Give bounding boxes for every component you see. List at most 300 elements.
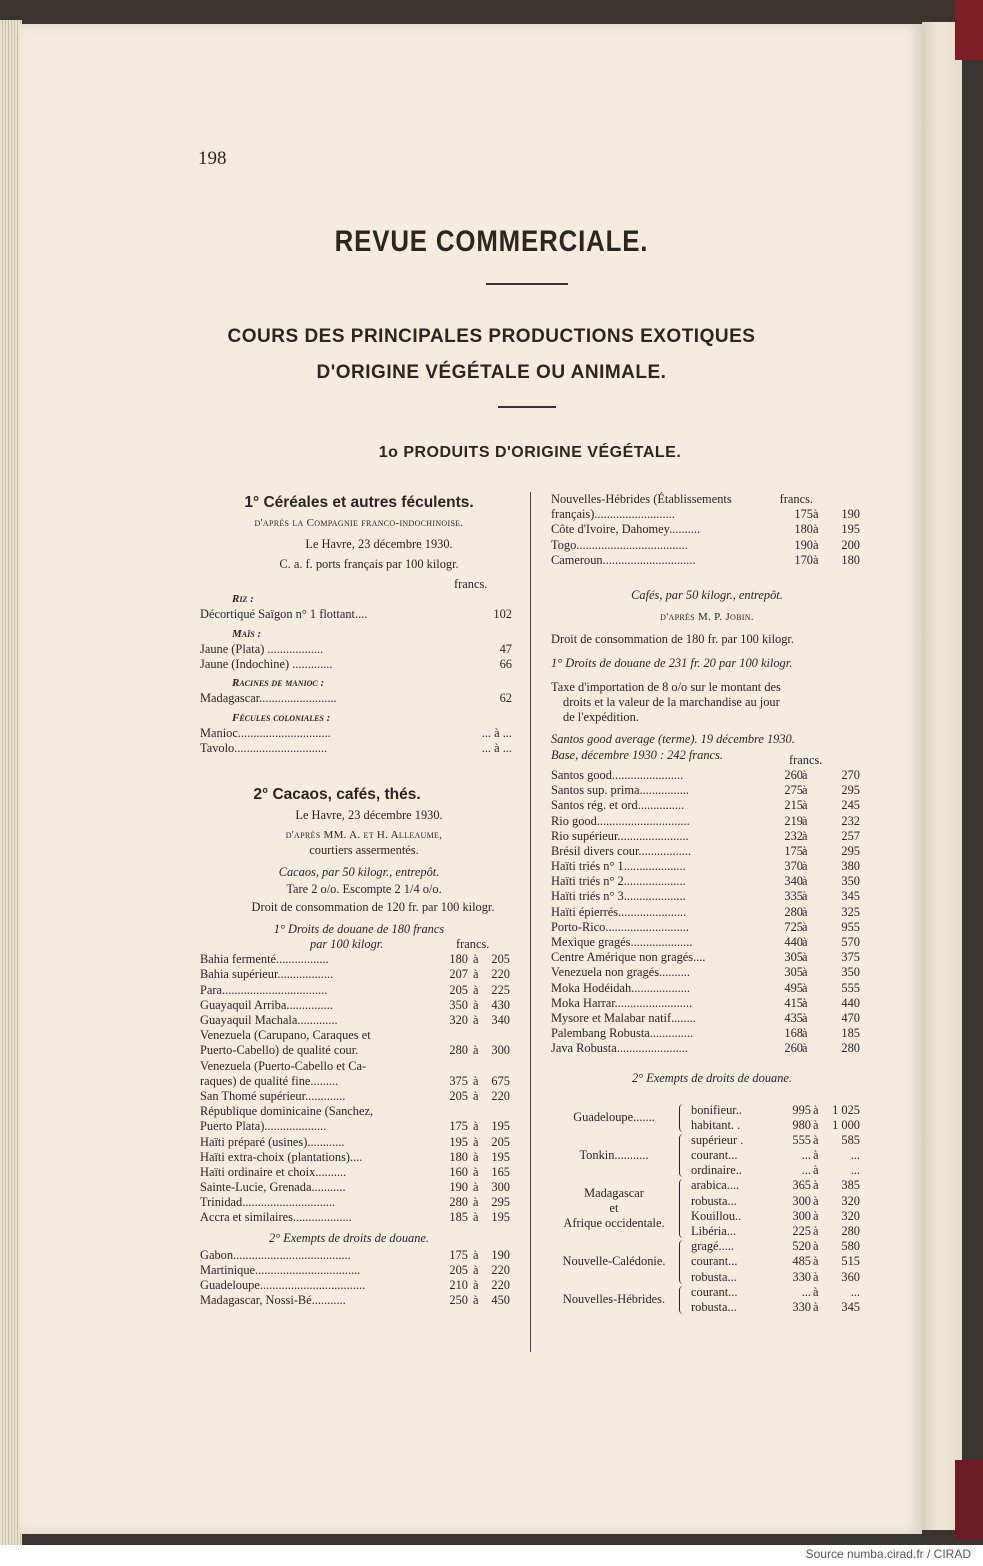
exempt-quality: bonifieur.. [691,1102,742,1117]
cafes-exempt-table [551,1103,863,1316]
exempt-quality: supérieur . [691,1132,744,1147]
cafes-row-max: 470 [841,1010,860,1025]
cafes-unit: francs. [789,752,823,767]
exempt-separator: à [813,1102,819,1117]
cafes-row-min: 219 [784,813,803,828]
cafes-row-name: Haïti triés n° 3.................... [551,889,686,904]
cafes-row-max: 555 [841,980,860,995]
exempt-quality: Kouillou.. [691,1208,742,1223]
cafes-row-separator: à [802,904,808,919]
right-top-row-name: Nouvelles-Hébrides (Établissements [551,492,732,506]
exempt-max: 360 [841,1269,860,1284]
cafes-sub2: 2° Exempts de droits de douane. [631,1070,793,1085]
exempt-max: 1 025 [832,1102,860,1117]
binding-corner-bottom [955,1460,983,1540]
cereales-unit: francs. [454,577,488,591]
cacaos-row [200,1135,518,1150]
cacaos-row-min: 205 [449,1088,468,1103]
cacaos-exempt-row [200,1263,518,1278]
cafes-row [551,814,863,829]
cafes-row [551,996,863,1011]
cereales-row [200,642,518,657]
cafes-row-name: Java Robusta....................... [551,1041,688,1056]
exempt-row [551,1178,863,1193]
cacaos-row-name: République dominicaine (Sanchez, [200,1104,374,1119]
exempt-max: ... [850,1163,860,1178]
cacaos-exempt-row-max: 220 [491,1278,510,1292]
cafes-row [551,829,863,844]
cafes-row-min: 275 [784,783,803,798]
cafes-row-separator: à [802,950,808,965]
exempt-group [551,1239,863,1285]
exempt-max: 580 [841,1239,860,1254]
cafes-row-max: 280 [841,1041,860,1056]
cafes-row-separator: à [802,767,808,782]
source-credit: Source numba.cirad.fr / CIRAD [805,1547,971,1561]
cafes-row-name: Haïti triés n° 1.................... [551,859,686,874]
cacaos-exempt-row-max: 220 [491,1262,510,1277]
exempt-origin-line: Tonkin........... [579,1148,649,1163]
cacaos-exempt-row-max: 450 [491,1293,510,1308]
cafes-row-min: 725 [784,919,803,934]
cacaos-row [200,1089,518,1104]
cafes-row-name: Brésil divers cour................. [551,843,692,858]
cacaos-row-name: Haïti ordinaire et choix.......... [200,1164,347,1179]
cacaos-row-separator: à [473,1164,479,1179]
cacaos-row [200,1013,518,1028]
exempt-group [551,1103,863,1133]
cafes-row [551,965,863,980]
cafes-row-min: 232 [784,828,803,843]
cafes-row-min: 280 [784,904,803,919]
cacaos-row-separator: à [473,1013,479,1027]
right-top-row-max: 190 [841,507,860,522]
cacaos-exempt-row-separator: à [473,1262,479,1277]
title-rule [486,283,568,285]
exempt-origin-line: et [609,1201,619,1216]
right-top-row-name: français).......................... [551,507,675,522]
exempt-row [551,1239,863,1254]
cafes-row [551,889,863,904]
cacaos-continued-table [551,492,863,568]
cacaos-row-separator: à [473,1149,479,1164]
facing-page-edge [922,22,962,1530]
cafes-row [551,935,863,950]
cacaos-row-separator: à [473,952,479,967]
right-top-row-separator: à [813,537,819,552]
cafes-taxe-2: droits et la valeur de la marchandise au jour [563,694,780,709]
santos-line-1: Santos good average (terme). 19 décembre 1930. [551,731,795,746]
cacaos-row-min: 180 [449,1149,468,1164]
cafes-row-name: Santos rég. et ord............... [551,798,685,813]
cafes-row-separator: à [802,1010,808,1025]
exempt-row [551,1194,863,1209]
cacaos-label [200,865,518,882]
exempt-max: 515 [841,1254,860,1269]
cacaos-source-1: d'après MM. A. et H. Alleaume, [285,829,443,842]
exempt-separator: à [813,1148,819,1163]
right-top-row-min: 190 [794,537,813,552]
page-number: 198 [198,148,227,169]
exempt-min: 330 [792,1300,811,1315]
cacaos-row-name: Para.................................. [200,982,328,997]
cacaos-row-separator: à [473,1088,479,1103]
exempt-row [551,1285,863,1300]
exempt-min: 300 [792,1208,811,1223]
cacaos-exempt-row-name: Guadeloupe.................................. [200,1278,366,1292]
cereales-group-label: Maïs : [232,627,262,640]
subtitle-line-2: D'ORIGINE VÉGÉTALE OU ANIMALE. [316,362,667,383]
right-top-row-name: Cameroun.............................. [551,552,696,567]
exempt-separator: à [813,1224,819,1239]
subtitle-rule [498,406,556,408]
cafes-douane: 1° Droits de douane de 231 fr. 20 par 100 kilogr. [551,655,793,670]
cafes-row [551,844,863,859]
cereales-row-value: ... à ... [481,740,512,755]
cacaos-row-separator: à [473,1134,479,1149]
cafes-row-max: 350 [841,874,860,889]
cacaos-row [200,983,518,998]
cacaos-row-name: Puerto Plata).................... [200,1119,327,1134]
exempt-separator: à [813,1208,819,1223]
exempt-max: 345 [841,1300,860,1315]
exempt-max: ... [850,1284,860,1299]
cacaos-row [200,1043,518,1058]
exempt-min: 980 [792,1117,811,1132]
cafes-row-separator: à [802,889,808,904]
right-top-row-name: Côte d'Ivoire, Dahomey.......... [551,522,701,537]
exempt-quality: arabica.... [691,1178,740,1193]
cafes-row-separator: à [802,813,808,828]
exempt-row [551,1209,863,1224]
cacaos-row [200,1028,518,1043]
cafes-row-min: 215 [784,798,803,813]
cacaos-row-min: 160 [449,1164,468,1179]
cafes-source: d'après M. P. Jobin. [660,610,754,623]
cacaos-exempt-row [200,1278,518,1293]
exempt-origin-line: Madagascar [584,1186,644,1201]
cacaos-exempt-row-name: Gabon...................................... [200,1247,351,1262]
cafes-label-text: Cafés, par 50 kilogr., entrepôt. [631,587,783,602]
cacaos-source-2: courtiers assermentés. [309,843,419,858]
cafes-row-separator: à [802,980,808,995]
cacaos-exempt-row [200,1248,518,1263]
cacaos-row-separator: à [473,982,479,997]
cafes-row-max: 570 [841,935,860,949]
cacaos-row [200,1059,518,1074]
cafes-row [551,768,863,783]
cacaos-row [200,1195,518,1210]
cafes-row [551,783,863,798]
cacaos-sub1-line2-row [200,937,518,952]
cafes-row-separator: à [802,995,808,1010]
cacaos-exempt-row [200,1293,518,1308]
cereales-heading: 1° Céréales et autres féculents. [244,494,474,511]
cereales-group-label: Riz : [232,593,254,606]
cereales-row [200,726,518,741]
exempt-separator: à [813,1239,819,1254]
exempt-quality: ordinaire.. [691,1163,742,1178]
cacaos-droit: Droit de consommation de 120 fr. par 100 kilogr. [251,900,495,915]
cacaos-sub1-line1: 1° Droits de douane de 180 francs [273,922,445,937]
cacaos-exempt-row-min: 175 [449,1247,468,1262]
cafes-row [551,798,863,813]
cacaos-sub1-line2: par 100 kilogr. [310,937,384,952]
cacaos-row-max: 220 [491,967,510,982]
exempt-quality: gragé..... [691,1239,735,1254]
exempt-quality: habitant. . [691,1117,741,1132]
cafes-row-separator: à [802,828,808,843]
cafes-row-min: 415 [784,995,803,1010]
cacaos-row-separator: à [473,1210,479,1225]
exempt-separator: à [813,1269,819,1284]
exempt-separator: à [813,1300,819,1315]
cacaos-row [200,998,518,1013]
cafes-row-separator: à [802,1041,808,1056]
right-column [551,492,863,1315]
exempt-quality: robusta... [691,1300,737,1315]
cacaos-row-min: 205 [449,982,468,997]
cacaos-label-text: Cacaos, par 50 kilogr., entrepôt. [278,865,440,880]
cacaos-row-separator: à [473,967,479,982]
cacaos-table [200,952,518,1225]
cafes-row-max: 232 [841,813,860,828]
right-top-row-max: 200 [841,537,860,552]
cafes-row-max: 380 [841,859,860,874]
cafes-row-min: 440 [784,935,803,949]
cafes-row-name: Centre Amérique non gragés.... [551,950,706,965]
exempt-separator: à [813,1284,819,1299]
cafes-row-min: 370 [784,859,803,874]
exempt-min: 520 [792,1239,811,1254]
exempt-separator: à [813,1254,819,1269]
cacaos-row-name: Haïti extra-choix (plantations).... [200,1149,363,1164]
cereales-group-label: Racines de manioc : [232,677,325,690]
right-top-row-separator: à [813,552,819,567]
exempt-min: 995 [792,1102,811,1117]
cacaos-row-name: San Thomé supérieur............. [200,1088,346,1103]
cafes-row-min: 335 [784,889,803,904]
exempt-min: ... [801,1163,811,1178]
exempt-min: 300 [792,1193,811,1208]
right-top-row-name: Togo.................................... [551,537,688,552]
cafes-row-separator: à [802,919,808,934]
exempt-group [551,1285,863,1315]
source-bar [0,1545,983,1566]
cafes-table [551,768,863,1057]
cacaos-row-name: Accra et similaires................... [200,1210,352,1225]
cacaos-unit: francs. [456,937,490,952]
cereales-row-name: Manioc.............................. [200,725,331,740]
cacaos-row [200,952,518,967]
cafes-row-name: Venezuela non gragés.......... [551,965,691,980]
cereales-unit-row [200,577,518,592]
cacaos-exempt-row-min: 205 [449,1262,468,1277]
right-top-row-max: 195 [841,522,860,537]
exempt-row [551,1133,863,1148]
cacaos-exempt-row-name: Martinique.................................. [200,1262,361,1277]
cafes-row-max: 185 [841,1026,860,1041]
cafes-row-max: 295 [841,843,860,858]
cafes-row [551,1026,863,1041]
exempt-max: 585 [841,1132,860,1147]
cacaos-row-max: 430 [491,997,510,1012]
cacaos-row-min: 195 [449,1134,468,1149]
cacaos-row [200,1165,518,1180]
right-top-row-min: francs. [779,492,813,506]
cacaos-row-separator: à [473,997,479,1012]
right-top-row [551,507,863,522]
cacaos-row-max: 205 [491,1134,510,1149]
cafes-row-separator: à [802,859,808,874]
left-column [200,492,518,1308]
cacaos-row-min: 375 [449,1073,468,1088]
cacaos-exempt-table [200,1248,518,1309]
cacaos-row-name: Guayaquil Machala............. [200,1013,338,1027]
cacaos-row-separator: à [473,1073,479,1088]
cacaos-tare: Tare 2 o/o. Escompte 2 1/4 o/o. [286,882,442,897]
right-top-row [551,553,863,568]
cafes-row-max: 350 [841,965,860,980]
cacaos-row [200,967,518,982]
cacaos-place: Le Havre, 23 décembre 1930. [295,808,443,823]
right-top-row [551,492,863,507]
cacaos-row-name: Venezuela (Puerto-Cabello et Ca- [200,1058,367,1073]
cafes-row-min: 260 [784,1041,803,1056]
cacaos-row-name: Venezuela (Carupano, Caraques et [200,1028,371,1043]
exempt-max: 280 [841,1224,860,1239]
cafes-row-name: Haïti triés n° 2.................... [551,874,686,889]
cacaos-row-max: 195 [491,1210,510,1225]
cafes-row-name: Haïti épierrés...................... [551,904,687,919]
cafes-row-max: 345 [841,889,860,904]
exempt-row [551,1103,863,1118]
cacaos-sub2: 2° Exempts de droits de douane. [268,1230,430,1245]
cafes-row [551,920,863,935]
cereales-row [200,657,518,672]
cafes-taxe-1: Taxe d'importation de 8 o/o sur le montant des [551,679,781,694]
exempt-group [551,1133,863,1179]
cacaos-row [200,1210,518,1225]
cacaos-row-min: 350 [449,997,468,1012]
cacaos-row-min: 190 [449,1180,468,1195]
cafes-row-min: 435 [784,1010,803,1025]
cacaos-exempt-row-min: 210 [449,1278,468,1292]
cacaos-row [200,1150,518,1165]
cacaos-row-min: 280 [449,1195,468,1210]
cacaos-row-min: 180 [449,952,468,967]
cacaos-row-min: 280 [449,1043,468,1058]
exempt-quality: robusta... [691,1193,737,1208]
right-top-row-min: 180 [794,522,813,537]
binding-corner-top [955,0,983,60]
cacaos-row-name: Trinidad.............................. [200,1195,336,1210]
exempt-separator: à [813,1163,819,1178]
cacaos-exempt-row-name: Madagascar, Nossi-Bé........... [200,1293,346,1308]
cafes-label [551,588,863,610]
exempt-max: 320 [841,1193,860,1208]
cafes-row [551,981,863,996]
cafes-row-separator: à [802,965,808,980]
cacaos-exempt-row-separator: à [473,1278,479,1292]
cereales-row [200,607,518,622]
cacaos-row-max: 675 [491,1073,510,1088]
exempt-row [551,1270,863,1285]
exempt-row [551,1163,863,1178]
cereales-row [200,691,518,706]
cacaos-row [200,1104,518,1119]
cacaos-row-separator: à [473,1043,479,1058]
exempt-min: 485 [792,1254,811,1269]
exempt-quality: courant... [691,1148,738,1163]
santos-line-2-row [551,748,863,768]
cacaos-row-max: 195 [491,1149,510,1164]
cafes-row-name: Mysore et Malabar natif........ [551,1010,696,1025]
cafes-row-min: 168 [784,1026,803,1041]
exempt-origin-line: Nouvelles-Hébrides. [562,1292,666,1307]
exempt-max: 1 000 [832,1117,860,1132]
cacaos-row-separator: à [473,1195,479,1210]
cacaos-row-min: 185 [449,1210,468,1225]
cacaos-row-name: Bahia fermenté................. [200,952,329,967]
cafes-row [551,1041,863,1056]
cafes-row-name: Palembang Robusta.............. [551,1026,694,1041]
cacaos-row-max: 340 [491,1013,510,1027]
cacaos-heading: 2° Cacaos, cafés, thés. [253,786,421,804]
cereales-source: d'après la Compagnie franco-indochinoise. [254,517,464,529]
cafes-row-separator: à [802,935,808,949]
cacaos-row-name: Puerto-Cabello) de qualité cour. [200,1043,359,1058]
page-edges [0,20,22,1545]
exempt-quality: courant... [691,1254,738,1269]
cafes-row-separator: à [802,874,808,889]
right-top-row [551,522,863,537]
cafes-row-max: 257 [841,828,860,843]
cafes-row-separator: à [802,798,808,813]
cacaos-row-name: raques) de qualité fine......... [200,1073,339,1088]
right-top-row-min: 170 [794,552,813,567]
subtitle-line-1: COURS DES PRINCIPALES PRODUCTIONS EXOTIQUES [227,326,756,347]
exempt-separator: à [813,1193,819,1208]
cafes-row-name: Moka Harrar......................... [551,995,693,1010]
cacaos-exempt-row-min: 250 [449,1293,468,1308]
exempt-separator: à [813,1132,819,1147]
cereales-row-name: Jaune (Indochine) ............. [200,656,333,671]
cacaos-row-name: Haïti préparé (usines)............ [200,1134,345,1149]
column-rule [530,492,531,1352]
cafes-row-name: Santos sup. prima................ [551,783,690,798]
cereales-row-name: Madagascar......................... [200,691,337,706]
cafes-row-max: 270 [841,767,860,782]
cafes-row-max: 325 [841,904,860,919]
cacaos-row-name: Sainte-Lucie, Grenada........... [200,1180,346,1195]
cafes-row-max: 955 [841,919,860,934]
exempt-row [551,1224,863,1239]
exempt-origin-line: Afrique occidentale. [563,1216,665,1231]
cacaos-row-min: 207 [449,967,468,982]
cafes-row-separator: à [802,1026,808,1041]
right-top-row-max: 180 [841,552,860,567]
exempt-max: 320 [841,1208,860,1223]
cafes-row-max: 245 [841,798,860,813]
cacaos-exempt-row-separator: à [473,1247,479,1262]
exempt-min: 225 [792,1224,811,1239]
cacaos-row [200,1074,518,1089]
cacaos-row-max: 295 [491,1195,510,1210]
cereales-row-value: ... à ... [481,725,512,740]
exempt-quality: courant... [691,1284,738,1299]
cafes-row-max: 440 [841,995,860,1010]
